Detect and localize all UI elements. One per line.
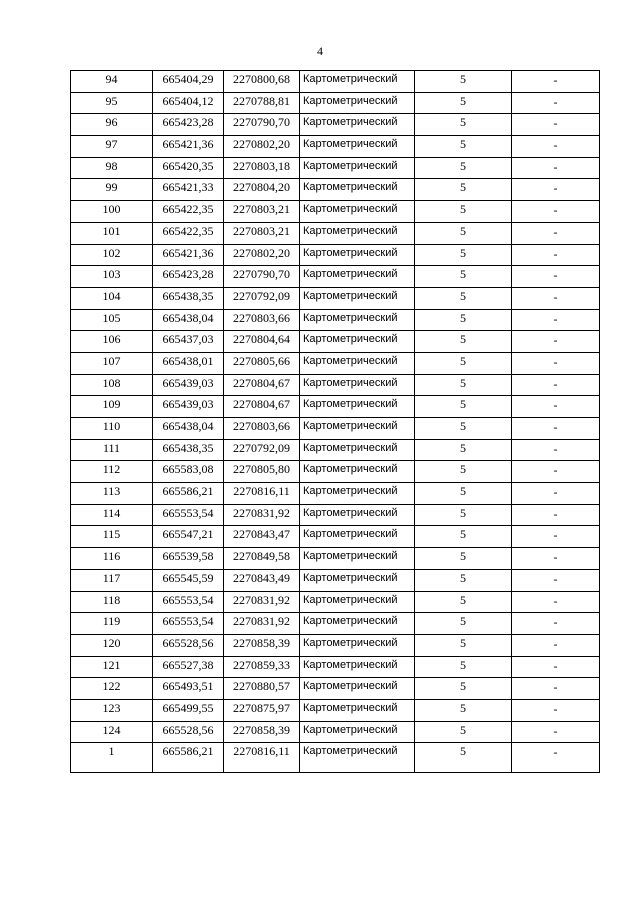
- point-number-cell: 96: [71, 114, 153, 136]
- method-cell: Картометрический: [300, 743, 415, 773]
- point-number-cell: 120: [71, 634, 153, 656]
- point-number-cell: 117: [71, 569, 153, 591]
- note-cell: -: [512, 439, 600, 461]
- point-number-cell: 101: [71, 222, 153, 244]
- table-row: [71, 656, 600, 678]
- accuracy-cell: 5: [415, 114, 512, 136]
- method-cell: Картометрический: [300, 656, 415, 678]
- note-cell: -: [512, 461, 600, 483]
- note-cell: -: [512, 352, 600, 374]
- y-coordinate-cell: 2270804,20: [224, 179, 300, 201]
- table-row: [71, 136, 600, 158]
- table-row: [71, 266, 600, 288]
- method-cell: Картометрический: [300, 374, 415, 396]
- x-coordinate-cell: 665528,56: [153, 634, 224, 656]
- table-row: [71, 92, 600, 114]
- accuracy-cell: 5: [415, 591, 512, 613]
- method-cell: Картометрический: [300, 418, 415, 440]
- accuracy-cell: 5: [415, 656, 512, 678]
- point-number-cell: 102: [71, 244, 153, 266]
- table-row: [71, 418, 600, 440]
- point-number-cell: 99: [71, 179, 153, 201]
- table-row: [71, 678, 600, 700]
- table-row: [71, 157, 600, 179]
- accuracy-cell: 5: [415, 483, 512, 505]
- y-coordinate-cell: 2270800,68: [224, 71, 300, 93]
- y-coordinate-cell: 2270849,58: [224, 548, 300, 570]
- point-number-cell: 107: [71, 352, 153, 374]
- accuracy-cell: 5: [415, 71, 512, 93]
- y-coordinate-cell: 2270816,11: [224, 483, 300, 505]
- accuracy-cell: 5: [415, 418, 512, 440]
- coordinates-table: [70, 70, 600, 773]
- y-coordinate-cell: 2270805,80: [224, 461, 300, 483]
- method-cell: Картометрический: [300, 461, 415, 483]
- table-row: [71, 721, 600, 743]
- accuracy-cell: 5: [415, 613, 512, 635]
- x-coordinate-cell: 665421,36: [153, 136, 224, 158]
- x-coordinate-cell: 665439,03: [153, 374, 224, 396]
- note-cell: -: [512, 92, 600, 114]
- accuracy-cell: 5: [415, 374, 512, 396]
- method-cell: Картометрический: [300, 309, 415, 331]
- method-cell: Картометрический: [300, 201, 415, 223]
- method-cell: Картометрический: [300, 439, 415, 461]
- y-coordinate-cell: 2270804,67: [224, 374, 300, 396]
- table-row: [71, 287, 600, 309]
- note-cell: -: [512, 287, 600, 309]
- y-coordinate-cell: 2270803,21: [224, 201, 300, 223]
- note-cell: -: [512, 201, 600, 223]
- point-number-cell: 114: [71, 504, 153, 526]
- accuracy-cell: 5: [415, 201, 512, 223]
- accuracy-cell: 5: [415, 634, 512, 656]
- y-coordinate-cell: 2270858,39: [224, 721, 300, 743]
- point-number-cell: 1: [71, 743, 153, 773]
- x-coordinate-cell: 665528,56: [153, 721, 224, 743]
- note-cell: -: [512, 222, 600, 244]
- x-coordinate-cell: 665404,12: [153, 92, 224, 114]
- method-cell: Картометрический: [300, 287, 415, 309]
- method-cell: Картометрический: [300, 136, 415, 158]
- note-cell: -: [512, 721, 600, 743]
- x-coordinate-cell: 665438,04: [153, 418, 224, 440]
- table-row: [71, 743, 600, 773]
- point-number-cell: 109: [71, 396, 153, 418]
- x-coordinate-cell: 665437,03: [153, 331, 224, 353]
- note-cell: -: [512, 634, 600, 656]
- x-coordinate-cell: 665438,01: [153, 352, 224, 374]
- table-row: [71, 461, 600, 483]
- note-cell: -: [512, 309, 600, 331]
- point-number-cell: 103: [71, 266, 153, 288]
- x-coordinate-cell: 665583,08: [153, 461, 224, 483]
- x-coordinate-cell: 665527,38: [153, 656, 224, 678]
- table-row: [71, 483, 600, 505]
- y-coordinate-cell: 2270802,20: [224, 244, 300, 266]
- method-cell: Картометрический: [300, 526, 415, 548]
- note-cell: -: [512, 396, 600, 418]
- y-coordinate-cell: 2270880,57: [224, 678, 300, 700]
- point-number-cell: 115: [71, 526, 153, 548]
- accuracy-cell: 5: [415, 504, 512, 526]
- point-number-cell: 119: [71, 613, 153, 635]
- point-number-cell: 124: [71, 721, 153, 743]
- accuracy-cell: 5: [415, 461, 512, 483]
- page-number: 4: [317, 44, 323, 58]
- y-coordinate-cell: 2270875,97: [224, 699, 300, 721]
- point-number-cell: 106: [71, 331, 153, 353]
- table-row: [71, 352, 600, 374]
- x-coordinate-cell: 665438,04: [153, 309, 224, 331]
- x-coordinate-cell: 665423,28: [153, 114, 224, 136]
- note-cell: -: [512, 613, 600, 635]
- method-cell: Картометрический: [300, 634, 415, 656]
- accuracy-cell: 5: [415, 287, 512, 309]
- x-coordinate-cell: 665404,29: [153, 71, 224, 93]
- method-cell: Картометрический: [300, 483, 415, 505]
- method-cell: Картометрический: [300, 396, 415, 418]
- point-number-cell: 98: [71, 157, 153, 179]
- x-coordinate-cell: 665545,59: [153, 569, 224, 591]
- y-coordinate-cell: 2270831,92: [224, 504, 300, 526]
- table-row: [71, 331, 600, 353]
- x-coordinate-cell: 665547,21: [153, 526, 224, 548]
- y-coordinate-cell: 2270843,47: [224, 526, 300, 548]
- method-cell: Картометрический: [300, 504, 415, 526]
- point-number-cell: 111: [71, 439, 153, 461]
- y-coordinate-cell: 2270792,09: [224, 287, 300, 309]
- point-number-cell: 95: [71, 92, 153, 114]
- table-row: [71, 569, 600, 591]
- note-cell: -: [512, 483, 600, 505]
- note-cell: -: [512, 699, 600, 721]
- coordinates-table-body: [71, 71, 600, 773]
- accuracy-cell: 5: [415, 352, 512, 374]
- note-cell: -: [512, 548, 600, 570]
- point-number-cell: 122: [71, 678, 153, 700]
- x-coordinate-cell: 665553,54: [153, 613, 224, 635]
- note-cell: -: [512, 374, 600, 396]
- point-number-cell: 108: [71, 374, 153, 396]
- x-coordinate-cell: 665499,55: [153, 699, 224, 721]
- x-coordinate-cell: 665539,58: [153, 548, 224, 570]
- note-cell: -: [512, 266, 600, 288]
- method-cell: Картометрический: [300, 222, 415, 244]
- method-cell: Картометрический: [300, 721, 415, 743]
- note-cell: -: [512, 244, 600, 266]
- note-cell: -: [512, 591, 600, 613]
- x-coordinate-cell: 665553,54: [153, 504, 224, 526]
- x-coordinate-cell: 665423,28: [153, 266, 224, 288]
- y-coordinate-cell: 2270790,70: [224, 114, 300, 136]
- y-coordinate-cell: 2270805,66: [224, 352, 300, 374]
- table-row: [71, 526, 600, 548]
- note-cell: -: [512, 743, 600, 773]
- method-cell: Картометрический: [300, 613, 415, 635]
- y-coordinate-cell: 2270804,64: [224, 331, 300, 353]
- note-cell: -: [512, 71, 600, 93]
- method-cell: Картометрический: [300, 331, 415, 353]
- method-cell: Картометрический: [300, 699, 415, 721]
- x-coordinate-cell: 665439,03: [153, 396, 224, 418]
- accuracy-cell: 5: [415, 569, 512, 591]
- y-coordinate-cell: 2270816,11: [224, 743, 300, 773]
- x-coordinate-cell: 665422,35: [153, 201, 224, 223]
- accuracy-cell: 5: [415, 157, 512, 179]
- x-coordinate-cell: 665586,21: [153, 743, 224, 773]
- point-number-cell: 113: [71, 483, 153, 505]
- y-coordinate-cell: 2270831,92: [224, 613, 300, 635]
- point-number-cell: 94: [71, 71, 153, 93]
- point-number-cell: 110: [71, 418, 153, 440]
- method-cell: Картометрический: [300, 266, 415, 288]
- table-row: [71, 591, 600, 613]
- table-row: [71, 201, 600, 223]
- method-cell: Картометрический: [300, 244, 415, 266]
- y-coordinate-cell: 2270803,21: [224, 222, 300, 244]
- point-number-cell: 105: [71, 309, 153, 331]
- method-cell: Картометрический: [300, 352, 415, 374]
- x-coordinate-cell: 665421,33: [153, 179, 224, 201]
- method-cell: Картометрический: [300, 157, 415, 179]
- method-cell: Картометрический: [300, 71, 415, 93]
- accuracy-cell: 5: [415, 222, 512, 244]
- y-coordinate-cell: 2270788,81: [224, 92, 300, 114]
- table-row: [71, 374, 600, 396]
- table-row: [71, 504, 600, 526]
- note-cell: -: [512, 179, 600, 201]
- accuracy-cell: 5: [415, 526, 512, 548]
- method-cell: Картометрический: [300, 179, 415, 201]
- point-number-cell: 118: [71, 591, 153, 613]
- accuracy-cell: 5: [415, 743, 512, 773]
- table-row: [71, 244, 600, 266]
- x-coordinate-cell: 665493,51: [153, 678, 224, 700]
- x-coordinate-cell: 665553,54: [153, 591, 224, 613]
- accuracy-cell: 5: [415, 136, 512, 158]
- point-number-cell: 97: [71, 136, 153, 158]
- accuracy-cell: 5: [415, 699, 512, 721]
- y-coordinate-cell: 2270802,20: [224, 136, 300, 158]
- table-row: [71, 222, 600, 244]
- table-row: [71, 439, 600, 461]
- method-cell: Картометрический: [300, 678, 415, 700]
- table-row: [71, 309, 600, 331]
- note-cell: -: [512, 331, 600, 353]
- accuracy-cell: 5: [415, 266, 512, 288]
- accuracy-cell: 5: [415, 439, 512, 461]
- x-coordinate-cell: 665586,21: [153, 483, 224, 505]
- point-number-cell: 112: [71, 461, 153, 483]
- note-cell: -: [512, 504, 600, 526]
- method-cell: Картометрический: [300, 92, 415, 114]
- note-cell: -: [512, 656, 600, 678]
- y-coordinate-cell: 2270804,67: [224, 396, 300, 418]
- y-coordinate-cell: 2270858,39: [224, 634, 300, 656]
- accuracy-cell: 5: [415, 179, 512, 201]
- y-coordinate-cell: 2270803,66: [224, 418, 300, 440]
- note-cell: -: [512, 114, 600, 136]
- note-cell: -: [512, 569, 600, 591]
- point-number-cell: 121: [71, 656, 153, 678]
- table-row: [71, 71, 600, 93]
- accuracy-cell: 5: [415, 396, 512, 418]
- point-number-cell: 100: [71, 201, 153, 223]
- table-row: [71, 634, 600, 656]
- method-cell: Картометрический: [300, 114, 415, 136]
- y-coordinate-cell: 2270790,70: [224, 266, 300, 288]
- table-row: [71, 613, 600, 635]
- x-coordinate-cell: 665420,35: [153, 157, 224, 179]
- table-row: [71, 699, 600, 721]
- y-coordinate-cell: 2270843,49: [224, 569, 300, 591]
- point-number-cell: 116: [71, 548, 153, 570]
- accuracy-cell: 5: [415, 244, 512, 266]
- accuracy-cell: 5: [415, 548, 512, 570]
- note-cell: -: [512, 418, 600, 440]
- point-number-cell: 123: [71, 699, 153, 721]
- method-cell: Картометрический: [300, 548, 415, 570]
- table-row: [71, 179, 600, 201]
- y-coordinate-cell: 2270803,18: [224, 157, 300, 179]
- x-coordinate-cell: 665438,35: [153, 439, 224, 461]
- accuracy-cell: 5: [415, 92, 512, 114]
- accuracy-cell: 5: [415, 309, 512, 331]
- table-row: [71, 548, 600, 570]
- y-coordinate-cell: 2270803,66: [224, 309, 300, 331]
- y-coordinate-cell: 2270831,92: [224, 591, 300, 613]
- table-row: [71, 396, 600, 418]
- y-coordinate-cell: 2270792,09: [224, 439, 300, 461]
- accuracy-cell: 5: [415, 721, 512, 743]
- point-number-cell: 104: [71, 287, 153, 309]
- note-cell: -: [512, 678, 600, 700]
- table-row: [71, 114, 600, 136]
- accuracy-cell: 5: [415, 678, 512, 700]
- method-cell: Картометрический: [300, 569, 415, 591]
- note-cell: -: [512, 526, 600, 548]
- method-cell: Картометрический: [300, 591, 415, 613]
- accuracy-cell: 5: [415, 331, 512, 353]
- x-coordinate-cell: 665421,36: [153, 244, 224, 266]
- note-cell: -: [512, 157, 600, 179]
- y-coordinate-cell: 2270859,33: [224, 656, 300, 678]
- x-coordinate-cell: 665438,35: [153, 287, 224, 309]
- x-coordinate-cell: 665422,35: [153, 222, 224, 244]
- note-cell: -: [512, 136, 600, 158]
